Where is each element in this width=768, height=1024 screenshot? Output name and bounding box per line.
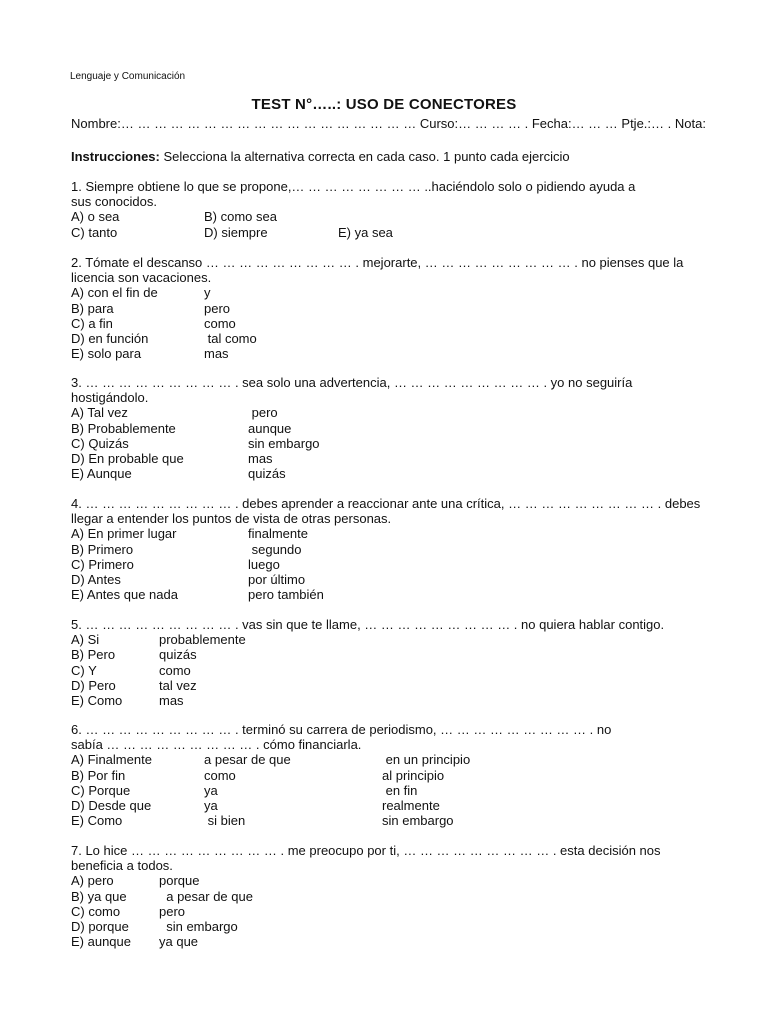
option-choice: a pesar de que: [159, 888, 253, 904]
option-choice: mas: [248, 450, 273, 466]
option-choice: B) Por fin: [71, 767, 126, 783]
option-choice: C) Y: [71, 662, 97, 678]
options-list: [71, 526, 700, 602]
option-choice: pero también: [248, 587, 324, 603]
option-choice: segundo: [248, 541, 302, 557]
option-row: [71, 693, 664, 708]
option-choice: A) En primer lugar: [71, 526, 177, 542]
option-row: [71, 783, 611, 798]
question-1: [71, 179, 635, 240]
option-choice: E) solo para: [71, 346, 142, 362]
option-choice: al principio: [382, 767, 445, 783]
question-stem-line: sabía … … … … … … … … … . cómo financiarla.: [71, 737, 362, 753]
option-choice: A) Si: [71, 632, 100, 648]
question-6: [71, 722, 611, 828]
option-row: [71, 421, 632, 436]
question-stem-line: licencia son vacaciones.: [71, 270, 212, 286]
option-row: [71, 225, 635, 240]
option-choice: A) Finalmente: [71, 752, 152, 768]
option-row: [71, 285, 683, 300]
option-choice: E) Aunque: [71, 466, 132, 482]
question-stem-line: 3. … … … … … … … … … . sea solo una advertencia, … … … … … … … … … . yo no seguiría: [71, 375, 633, 390]
option-choice: D) siempre: [204, 224, 268, 240]
question-stem-line: 1. Siempre obtiene lo que se propone,… … … … … … … … ..haciéndolo solo o pidiendo ayuda a: [71, 179, 636, 194]
question-stem-line: 4. … … … … … … … … … . debes aprender a reaccionar ante una crítica, … … … … … … … … … . debes: [71, 496, 701, 511]
option-choice: tal como: [204, 330, 257, 346]
options-list: [71, 873, 661, 949]
question-stem-line: 2. Tómate el descanso … … … … … … … … … . mejorarte, … … … … … … … … … . no pienses que la: [71, 255, 684, 270]
question-stem-line: hostigándolo.: [71, 390, 149, 406]
question-stem-line: beneficia a todos.: [71, 858, 173, 874]
option-choice: como: [204, 767, 236, 783]
question-5: [71, 617, 664, 708]
option-choice: D) en función: [71, 330, 149, 346]
option-choice: E) aunque: [71, 934, 131, 950]
form-line: Nombre:… … … … … … … … … … … … … … … … … … Curso:… … … … . Fecha:… … … Ptje.:… . Nota:: [71, 116, 706, 131]
instructions-label: Instrucciones:: [71, 149, 160, 164]
option-row: [71, 768, 611, 783]
option-choice: B) Primero: [71, 541, 134, 557]
option-choice: realmente: [382, 797, 440, 813]
option-choice: pero: [204, 300, 231, 316]
option-row: [71, 331, 683, 346]
option-choice: A) con el fin de: [71, 285, 158, 301]
option-row: [71, 209, 635, 224]
option-choice: C) como: [71, 903, 121, 919]
option-row: [71, 316, 683, 331]
option-choice: como: [159, 662, 191, 678]
option-choice: pero: [159, 903, 186, 919]
options-list: [71, 632, 664, 708]
option-row: [71, 663, 664, 678]
option-row: [71, 346, 683, 361]
option-row: [71, 647, 664, 662]
option-choice: B) Pero: [71, 647, 116, 663]
question-stem-line: 5. … … … … … … … … … . vas sin que te llame, … … … … … … … … … . no quiera hablar contigo.: [71, 617, 665, 632]
option-choice: ya: [204, 797, 218, 813]
question-stem-line: 7. Lo hice … … … … … … … … … . me preocupo por ti, … … … … … … … … … . esta decisión nos: [71, 843, 661, 858]
option-choice: quizás: [248, 466, 286, 482]
option-row: [71, 587, 700, 602]
option-choice: quizás: [159, 647, 197, 663]
option-choice: aunque: [248, 420, 292, 436]
option-choice: A) pero: [71, 873, 114, 889]
question-4: [71, 496, 700, 602]
option-choice: sin embargo: [382, 813, 454, 829]
option-choice: C) a fin: [71, 315, 113, 331]
option-choice: sin embargo: [159, 918, 238, 934]
question-3: [71, 375, 632, 481]
option-row: [71, 934, 661, 949]
option-choice: E) ya sea: [338, 224, 393, 240]
option-choice: mas: [204, 346, 229, 362]
subject-header: Lenguaje y Comunicación: [70, 71, 186, 82]
option-row: [71, 436, 632, 451]
option-choice: E) Antes que nada: [71, 587, 178, 603]
option-choice: mas: [159, 692, 184, 708]
option-row: [71, 678, 664, 693]
option-choice: A) o sea: [71, 209, 120, 225]
option-choice: si bien: [204, 813, 246, 829]
option-row: [71, 557, 700, 572]
question-7: [71, 843, 661, 949]
options-list: [71, 285, 683, 361]
question-stem-line: llegar a entender los puntos de vista de otras personas.: [71, 511, 392, 527]
option-choice: B) como sea: [204, 209, 277, 225]
option-row: [71, 572, 700, 587]
option-row: [71, 798, 611, 813]
option-choice: a pesar de que: [204, 752, 291, 768]
option-choice: B) para: [71, 300, 114, 316]
option-choice: en un principio: [382, 752, 471, 768]
option-choice: por último: [248, 571, 306, 587]
option-row: [71, 904, 661, 919]
option-choice: porque: [159, 873, 200, 889]
option-choice: D) porque: [71, 918, 129, 934]
instructions: [71, 149, 570, 164]
option-row: [71, 542, 700, 557]
option-choice: luego: [248, 556, 280, 572]
option-row: [71, 752, 611, 767]
option-row: [71, 466, 632, 481]
option-choice: y: [204, 285, 211, 301]
option-row: [71, 873, 661, 888]
option-choice: finalmente: [248, 526, 308, 542]
option-choice: en fin: [382, 782, 418, 798]
option-choice: E) Como: [71, 692, 123, 708]
option-choice: E) Como: [71, 813, 123, 829]
option-choice: C) tanto: [71, 224, 118, 240]
question-stem-line: 6. … … … … … … … … … . terminó su carrera de periodismo, … … … … … … … … … . no: [71, 722, 612, 737]
option-choice: C) Primero: [71, 556, 134, 572]
option-choice: pero: [248, 405, 278, 421]
options-list: [71, 209, 635, 239]
options-list: [71, 752, 611, 828]
option-choice: B) Probablemente: [71, 420, 176, 436]
instructions-text: Selecciona la alternativa correcta en cada caso. 1 punto cada ejercicio: [159, 149, 570, 164]
option-choice: tal vez: [159, 677, 197, 693]
options-list: [71, 405, 632, 481]
option-choice: ya: [204, 782, 218, 798]
option-row: [71, 405, 632, 420]
option-choice: D) Pero: [71, 677, 116, 693]
option-row: [71, 451, 632, 466]
option-row: [71, 919, 661, 934]
option-choice: probablemente: [159, 632, 246, 648]
option-choice: B) ya que: [71, 888, 127, 904]
option-choice: D) En probable que: [71, 450, 184, 466]
option-choice: D) Desde que: [71, 797, 152, 813]
option-choice: D) Antes: [71, 571, 121, 587]
page-title: TEST N°…..: USO DE CONECTORES: [251, 96, 517, 113]
option-choice: ya que: [159, 934, 199, 950]
question-2: [71, 255, 683, 361]
question-stem-line: sus conocidos.: [71, 194, 157, 210]
option-choice: C) Porque: [71, 782, 131, 798]
option-choice: A) Tal vez: [71, 405, 128, 421]
option-row: [71, 632, 664, 647]
option-choice: C) Quizás: [71, 435, 129, 451]
option-row: [71, 889, 661, 904]
option-choice: como: [204, 315, 236, 331]
option-choice: sin embargo: [248, 435, 320, 451]
option-row: [71, 301, 683, 316]
option-row: [71, 526, 700, 541]
option-row: [71, 813, 611, 828]
